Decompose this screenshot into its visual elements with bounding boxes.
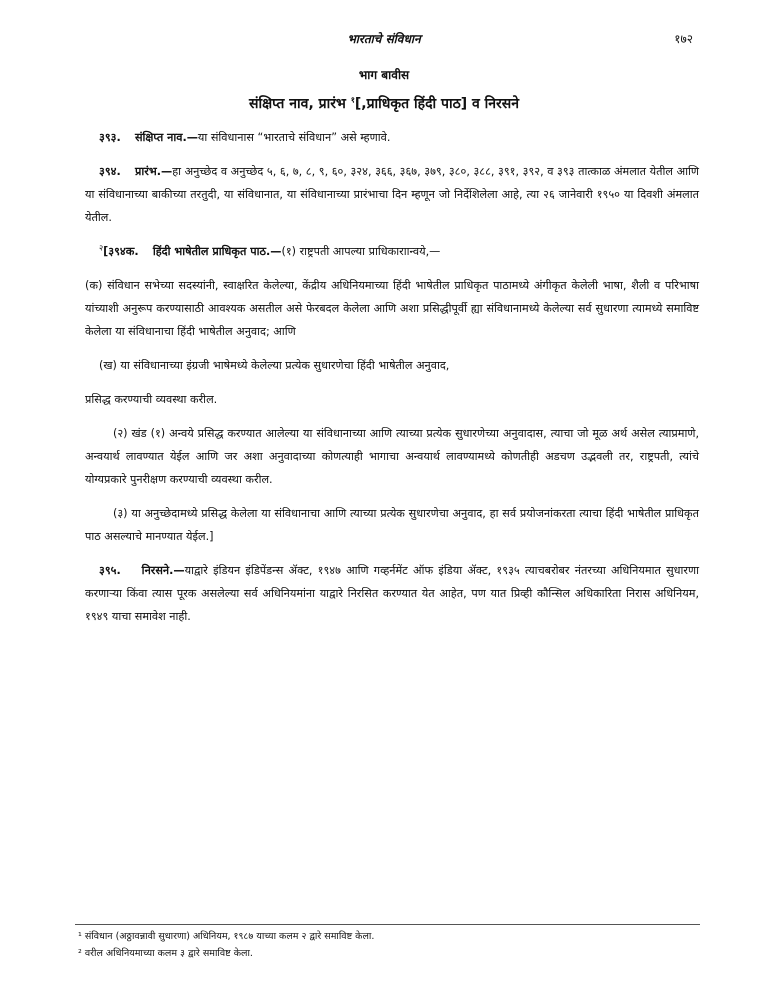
footnote-1: ¹ संविधान (अठ्ठावन्नावी सुधारणा) अधिनियम, १९८७ याच्या कलम २ द्वारे समाविष्ट केला. — [78, 931, 375, 942]
footnotes — [78, 928, 698, 962]
clause-b: (ख) या संविधानाच्या इंग्रजी भाषेमध्ये केलेल्या प्रत्येक सुधारणेचा हिंदी भाषेतील अनुवाद, — [99, 359, 450, 372]
chapter-title-bracket: [,प्राधिकृत हिंदी पाठ] — [354, 96, 468, 112]
chapter-title — [0, 94, 768, 113]
running-header — [0, 30, 768, 50]
footnote-ref: २ — [99, 243, 104, 253]
article-number: ३९३. — [99, 131, 121, 144]
clause-3: (३) या अनुच्छेदामध्ये प्रसिद्ध केलेला या संविधानाचा आणि त्याच्या प्रत्येक सुधारणेचा अनुवाद, हा सर्व प्रयोजनांकरता त्याचा हिंदी भाषेतील प्राधिकृत पाठ असल्याचे मानण्यात येईल.] — [85, 507, 699, 543]
article-intro: (१) राष्ट्रपती आपल्या प्राधिकाराान्वये,— — [281, 245, 441, 258]
article-heading: हिंदी भाषेतील प्राधिकृत पाठ.— — [152, 245, 282, 258]
article-heading: संक्षिप्त नाव.— — [134, 131, 198, 144]
article-heading: प्रारंभ.— — [135, 165, 173, 178]
running-title: भारताचे संविधान — [347, 32, 421, 46]
article-text: या संविधानास “भारताचे संविधान” असे म्हणावे. — [197, 131, 391, 144]
footnote-2: ² वरील अधिनियमाच्या कलम ३ द्वारे समाविष्ट केला. — [78, 948, 253, 959]
part-heading: भाग बावीस — [358, 68, 410, 82]
article-number: [३९४क. — [103, 245, 139, 258]
clause-closing: प्रसिद्ध करण्याची व्यवस्था करील. — [85, 393, 218, 406]
article-number: ३९४. — [99, 165, 121, 178]
footnote-divider — [75, 924, 700, 925]
page-number: १७२ — [674, 32, 693, 46]
footnote-ref: १ — [350, 95, 355, 105]
clause-a: (क) संविधान सभेच्या सदस्यांनी, स्वाक्षरित केलेल्या, केंद्रीय अधिनियमाच्या हिंदी भाषेतील प्राधिकृत पाठामध्ये अंगीकृत केलेली भाषा, शैली व परिभाषा यांच्याशी अनुरूप करण्यासाठी आवश्यक असतील असे फेरबदल केलेला आणि अशा प्रसिद्धीपूर्वी ह्या संविधानामध्ये केलेल्या सर्व सुधारणा त्यामध्ये समाविष्ट केलेला या संविधानाचा हिंदी भाषेतील अनुवाद; आणि — [85, 279, 699, 338]
chapter-title-post: व निरसने — [467, 96, 520, 112]
article-395 — [85, 559, 699, 628]
clause-2: (२) खंड (१) अन्वये प्रसिद्ध करण्यात आलेल्या या संविधानाच्या आणि त्याच्या प्रत्येक सुधारणेच्या अनुवादास, त्याचा जो मूळ अर्थ असेल त्याप्रमाणे, अन्वयार्थ लावण्यात येईल आणि जर अशा अनुवादाच्या कोणत्याही भागाचा अन्वयार्थ लावण्यामध्ये कोणतीही अडचण उद्भवली तर, राष्ट्रपती, त्यांचे योग्यप्रकारे पुनरीक्षण करण्याची व्यवस्था करील. — [85, 427, 699, 486]
article-heading: निरसने.— — [141, 564, 185, 577]
article-text: हा अनुच्छेद व अनुच्छेद ५, ६, ७, ८, ९, ६०, ३२४, ३६६, ३६७, ३७९, ३८०, ३८८, ३९१, ३९२, व ३९३ तात्काळ अंमलात येतील आणि या संविधानाच्या बाकीच्या तरतुदी, या संविधानात, या संविधानाच्या प्रारंभाचा दिन म्हणून जो निर्देशिलेला आहे, त्या २६ जानेवारी १९५० या दिवशी अंमलात येतील. — [85, 165, 699, 224]
article-394a — [85, 240, 699, 263]
article-number: ३९५. — [99, 564, 121, 577]
article-text: याद्वारे इंडियन इंडिपेंडन्स ॲक्ट, १९४७ आणि गव्हर्नमेंट ऑफ इंडिया ॲक्ट, १९३५ त्याचबरोबर नंतरच्या अधिनियमात सुधारणा करणाऱ्या किंवा त्यास पूरक असलेल्या सर्व अधिनियमांना याद्वारे निरसित करण्यात येत आहेत, पण यात प्रिव्ही कौन्सिल अधिकारिता निरास अधिनियम, १९४९ याचा समावेश नाही. — [85, 564, 699, 623]
body-text — [85, 126, 699, 639]
chapter-title-pre: संक्षिप्त नाव, प्रारंभ — [248, 96, 346, 112]
article-393 — [85, 126, 699, 149]
article-394 — [85, 160, 699, 229]
